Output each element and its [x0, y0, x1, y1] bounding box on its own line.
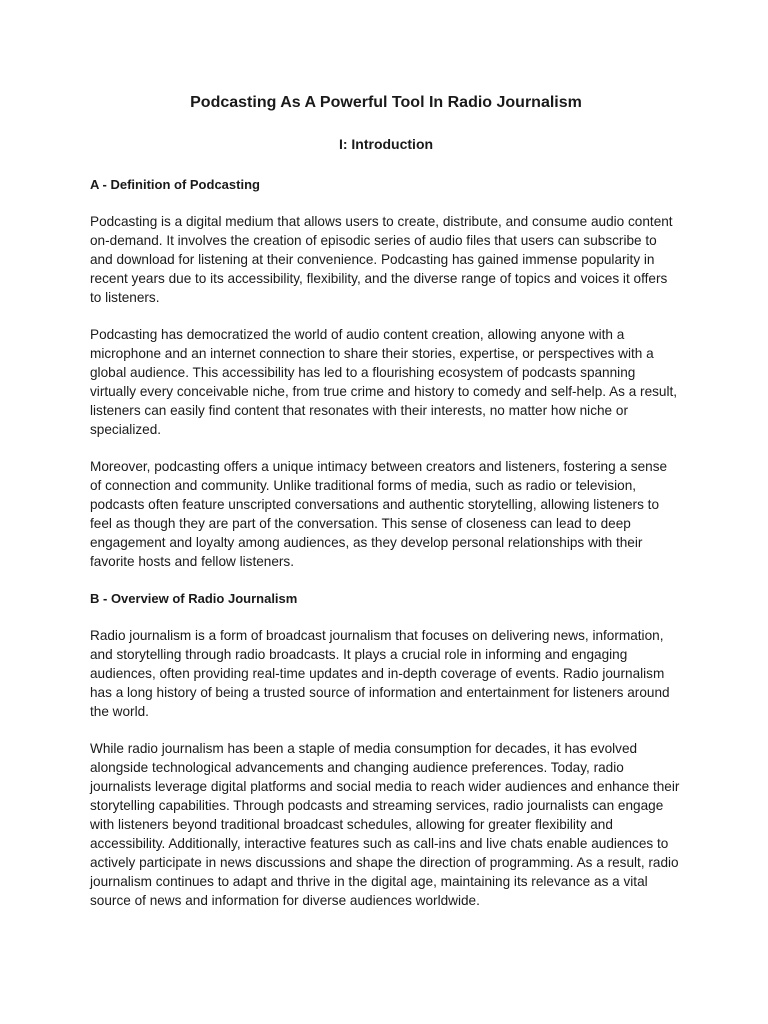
- section-title: I: Introduction: [338, 136, 434, 152]
- document-title: Podcasting As A Powerful Tool In Radio Journalism: [190, 94, 582, 111]
- subsection-overview: [90, 589, 682, 910]
- paragraph: Moreover, podcasting offers a unique intimacy between creators and listeners, fostering a sense of connection and community. Unlike traditional forms of media, such as radio or television, podcasts often feature unscripted conversations and authentic storytelling, allowing listeners to feel as though they are part of the conversation. This sense of closeness can lead to deep engagement and loyalty among audiences, as they develop personal relationships with their favorite hosts and fellow listeners.: [90, 459, 668, 569]
- document-page: [90, 92, 682, 928]
- subsection-definition: [90, 175, 682, 571]
- paragraph: Podcasting is a digital medium that allows users to create, distribute, and consume audio content on-demand. It involves the creation of episodic series of audio files that users can subscribe to and download for listening at their convenience. Podcasting has gained immense popularity in recent years due to its accessibility, flexibility, and the diverse range of topics and voices it offers to listeners.: [90, 214, 673, 305]
- paragraph: Radio journalism is a form of broadcast journalism that focuses on delivering news, information, and storytelling through radio broadcasts. It plays a crucial role in informing and engaging audiences, often providing real-time updates and in-depth coverage of events. Radio journalism has a long history of being a trusted source of information and entertainment for listeners around the world.: [90, 628, 670, 719]
- subsection-heading: B - Overview of Radio Journalism: [90, 591, 298, 606]
- paragraph: Podcasting has democratized the world of audio content creation, allowing anyone with a microphone and an internet connection to share their stories, expertise, or perspectives with a global audience. This accessibility has led to a flourishing ecosystem of podcasts spanning virtually every conceivable niche, from true crime and history to comedy and self-help. As a result, listeners can easily find content that resonates with their interests, no matter how niche or specialized.: [90, 327, 678, 437]
- paragraph: While radio journalism has been a staple of media consumption for decades, it has evolved alongside technological advancements and changing audience preferences. Today, radio journalists leverage digital platforms and social media to reach wider audiences and enhance their storytelling capabilities. Through podcasts and streaming services, radio journalists can engage with listeners beyond traditional broadcast schedules, allowing for greater flexibility and accessibility. Additionally, interactive features such as call-ins and live chats enable audiences to actively participate in news discussions and shape the direction of programming. As a result, radio journalism continues to adapt and thrive in the digital age, maintaining its relevance as a vital source of news and information for diverse audiences worldwide.: [90, 741, 680, 908]
- subsection-heading: A - Definition of Podcasting: [90, 177, 260, 192]
